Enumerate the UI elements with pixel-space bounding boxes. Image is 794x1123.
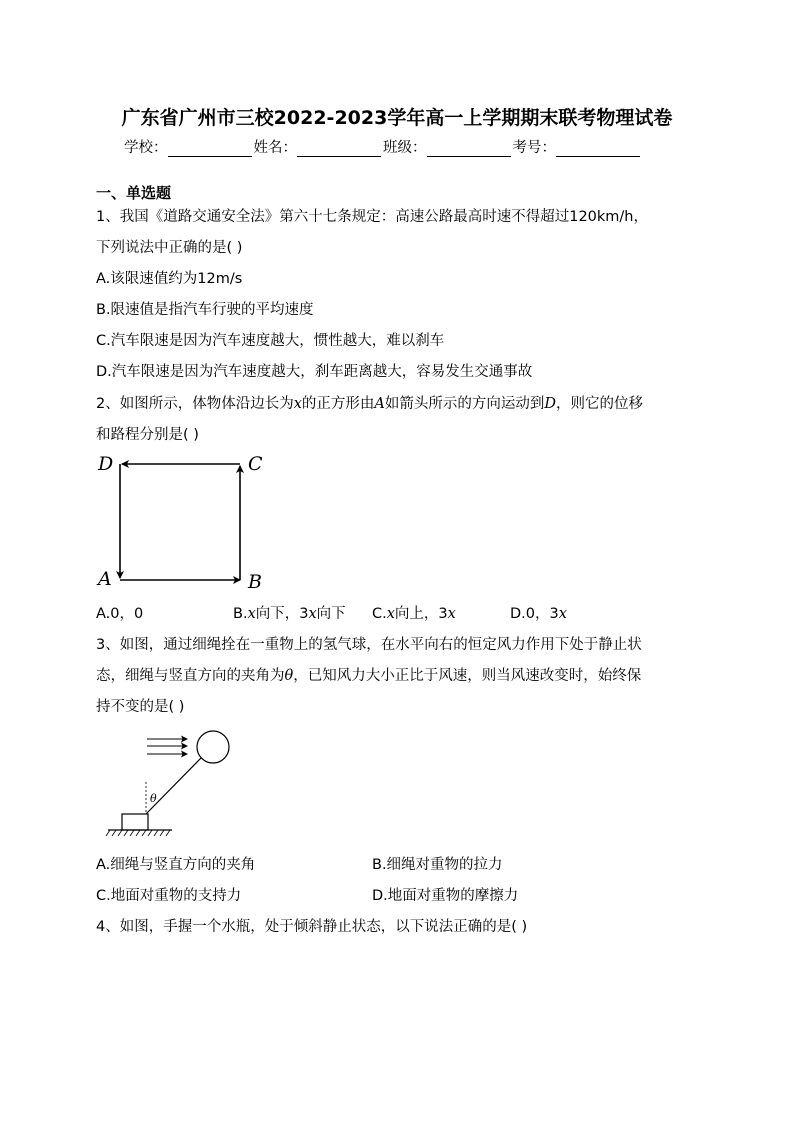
q2-stem-var: x bbox=[293, 396, 302, 412]
q1-stem-line2: 下列说法中正确的是( ) bbox=[96, 240, 243, 256]
q1-stem-line1: 1、我国《道路交通安全法》第六十七条规定：高速公路最高时速不得超过120km/h， bbox=[96, 209, 648, 225]
number-blank[interactable] bbox=[556, 142, 640, 157]
q2-stem-var: A bbox=[374, 396, 385, 412]
q3-stem-line3: 持不变的是( ) bbox=[96, 699, 185, 715]
q2-opt-var: x bbox=[558, 606, 567, 622]
q1-option-a[interactable]: A.该限速值约为12m/s bbox=[96, 271, 243, 287]
number-label: 考号： bbox=[512, 140, 556, 156]
q2-option-a[interactable]: A.0，0 bbox=[96, 606, 144, 622]
q2-stem-line2: 和路程分别是( ) bbox=[96, 427, 199, 443]
school-label: 学校： bbox=[124, 140, 168, 156]
q2-square-figure bbox=[90, 450, 280, 595]
ground-hatching bbox=[106, 830, 170, 836]
section-heading: 一、单选题 bbox=[96, 184, 172, 202]
q3-stem-part: 态，细绳与竖直方向的夹角为 bbox=[96, 668, 285, 684]
q3-stem-line2 bbox=[96, 664, 641, 685]
q3-option-b[interactable]: B.细绳对重物的拉力 bbox=[372, 857, 503, 873]
q3-option-a[interactable]: A.细绳与竖直方向的夹角 bbox=[96, 857, 256, 873]
q4-stem-line1: 4、如图，手握一个水瓶，处于倾斜静止状态，以下说法正确的是( ) bbox=[96, 919, 528, 935]
q2-stem-part: ，则它的位移 bbox=[556, 396, 644, 412]
q2-label-d: D bbox=[98, 453, 114, 475]
q2-opt-var: x bbox=[386, 606, 395, 622]
q2-stem-part: 2、如图所示，体物体沿边长为 bbox=[96, 396, 294, 412]
theta-label: θ bbox=[150, 792, 157, 805]
q2-opt-part: 向上，3 bbox=[394, 606, 448, 622]
q2-option-b[interactable] bbox=[233, 602, 346, 623]
q2-label-b: B bbox=[248, 571, 262, 593]
q2-stem-line1 bbox=[96, 392, 643, 413]
name-label: 姓名： bbox=[253, 140, 297, 156]
student-info-row bbox=[124, 136, 642, 157]
q3-stem-part: ，已知风力大小正比于风速，则当风速改变时，始终保 bbox=[293, 668, 642, 684]
name-blank[interactable] bbox=[297, 142, 381, 157]
q3-stem-var: θ bbox=[284, 668, 294, 684]
q2-opt-var: x bbox=[247, 606, 256, 622]
q2-stem-part: 的正方形由 bbox=[301, 396, 375, 412]
class-blank[interactable] bbox=[427, 142, 511, 157]
rope bbox=[146, 758, 201, 814]
q3-balloon-figure bbox=[100, 722, 240, 844]
q2-stem-var: D bbox=[544, 396, 557, 412]
q2-opt-part: C. bbox=[372, 606, 387, 622]
q2-opt-var: x bbox=[308, 606, 317, 622]
q1-option-b[interactable]: B.限速值是指汽车行驶的平均速度 bbox=[96, 302, 314, 318]
q1-option-d[interactable]: D.汽车限速是因为汽车速度越大，刹车距离越大，容易发生交通事故 bbox=[96, 364, 533, 380]
balloon bbox=[197, 731, 229, 763]
q3-option-c[interactable]: C.地面对重物的支持力 bbox=[96, 888, 242, 904]
class-label: 班级： bbox=[383, 140, 427, 156]
q2-option-d[interactable] bbox=[510, 602, 567, 623]
q2-opt-part: D.0，3 bbox=[510, 606, 559, 622]
q2-opt-part: B. bbox=[233, 606, 248, 622]
q2-stem-part: 如箭头所示的方向运动到 bbox=[384, 396, 545, 412]
q3-option-d[interactable]: D.地面对重物的摩擦力 bbox=[372, 888, 519, 904]
q1-option-c[interactable]: C.汽车限速是因为汽车速度越大，惯性越大，难以刹车 bbox=[96, 333, 445, 349]
q2-option-c[interactable] bbox=[372, 602, 456, 623]
q3-stem-line1: 3、如图，通过细绳拴在一重物上的氢气球，在水平向右的恒定风力作用下处于静止状 bbox=[96, 637, 642, 653]
exam-title: 广东省广州市三校2022-2023学年高一上学期期末联考物理试卷 bbox=[121, 107, 673, 129]
weight-block bbox=[122, 814, 148, 830]
q2-opt-part: 向下 bbox=[316, 606, 346, 622]
q2-label-c: C bbox=[248, 453, 263, 475]
q2-opt-var: x bbox=[447, 606, 456, 622]
q2-opt-part: 向下，3 bbox=[255, 606, 309, 622]
q2-label-a: A bbox=[98, 568, 112, 590]
school-blank[interactable] bbox=[168, 142, 252, 157]
